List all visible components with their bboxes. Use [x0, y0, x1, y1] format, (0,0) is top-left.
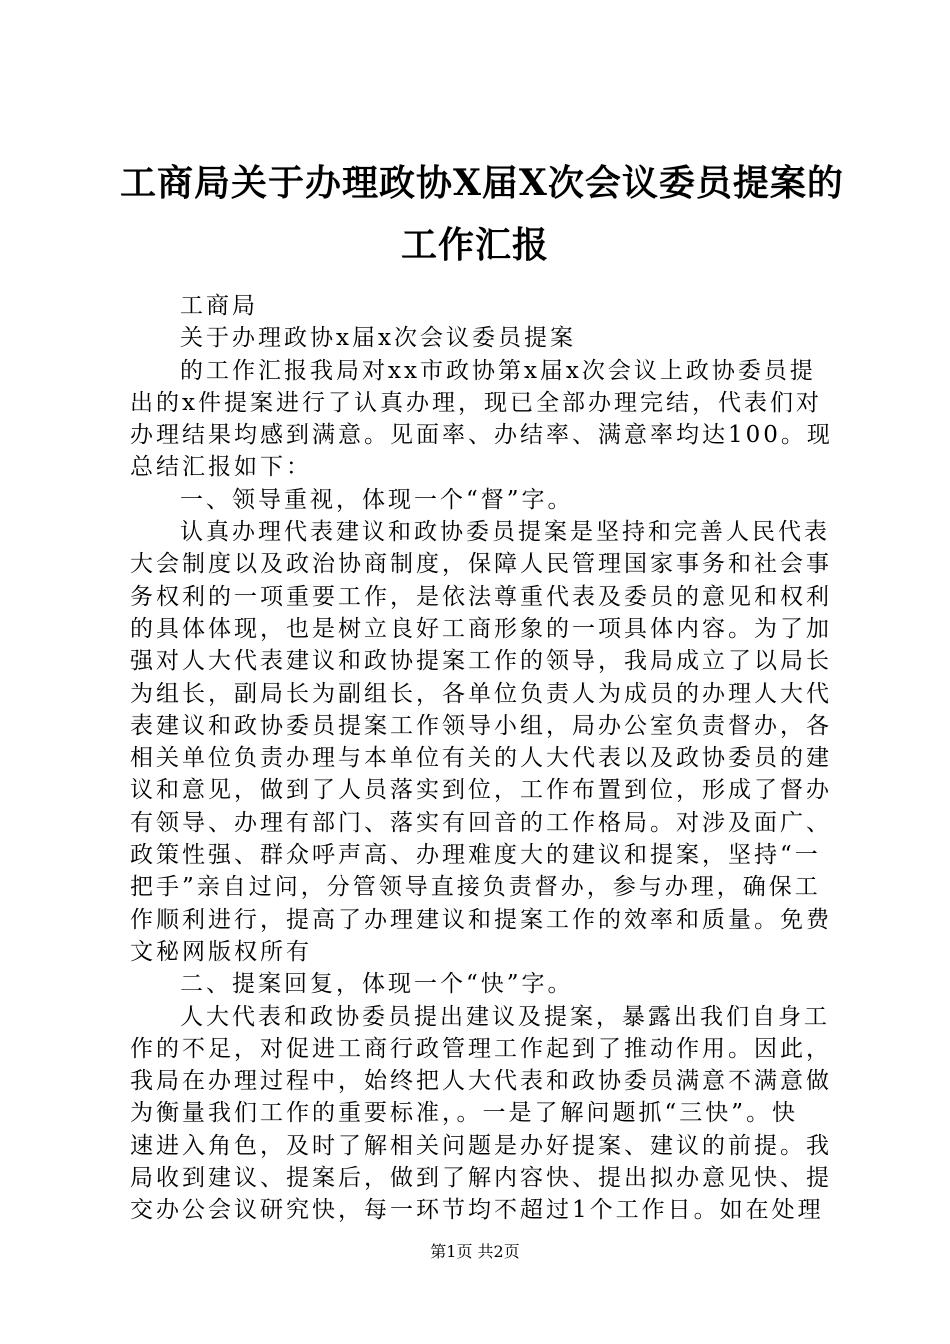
body-text-line: 一、领导重视，体现一个“督”字。 — [180, 486, 574, 513]
body-text-line: 文秘网版权所有 — [130, 938, 312, 965]
body-text-line: 关于办理政协x届x次会议委员提案 — [180, 325, 576, 352]
body-text-line: 局收到建议、提案后，做到了解内容快、提出拟办意见快、提 — [130, 1165, 832, 1192]
body-text-line: 我局在办理过程中，始终把人大代表和政协委员满意不满意做 — [130, 1068, 832, 1095]
body-text-line: 为衡量我们工作的重要标准，。一是了解问题抓“三快”。快 — [130, 1100, 799, 1127]
body-text-line: 人大代表和政协委员提出建议及提案，暴露出我们自身工 — [180, 1003, 830, 1030]
body-text-line: 工商局 — [180, 293, 258, 319]
document-title-line-1: 工商局关于办理政协X届X次会议委员提案的 — [120, 162, 844, 204]
body-text-line: 的具体体现，也是树立良好工商形象的一项具体内容。为了加 — [130, 615, 832, 642]
body-text-line: 强对人大代表建议和政协提案工作的领导，我局成立了以局长 — [130, 648, 832, 675]
body-text-line: 务权利的一项重要工作，是依法尊重代表及委员的意见和权利 — [130, 583, 832, 610]
body-text-line: 为组长，副局长为副组长，各单位负责人为成员的办理人大代 — [130, 680, 832, 707]
body-text-line: 作的不足，对促进工商行政管理工作起到了推动作用。因此， — [130, 1035, 832, 1062]
body-text-line: 的工作汇报我局对xx市政协第x届x次会议上政协委员提 — [180, 357, 816, 384]
body-text-line: 把手”亲自过问，分管领导直接负责督办，参与办理，确保工 — [130, 874, 821, 901]
body-text-line: 办理结果均感到满意。见面率、办结率、满意率均达100。现 — [130, 422, 833, 449]
body-text-line: 大会制度以及政治协商制度，保障人民管理国家事务和社会事 — [130, 551, 832, 578]
body-text-line: 交办公会议研究快，每一环节均不超过1个工作日。如在处理 — [130, 1197, 824, 1224]
body-text-line: 认真办理代表建议和政协委员提案是坚持和完善人民代表 — [180, 519, 830, 546]
body-text-line: 出的x件提案进行了认真办理，现已全部办理完结，代表们对 — [130, 389, 822, 416]
body-text-line: 政策性强、群众呼声高、办理难度大的建议和提案，坚持“一 — [130, 842, 821, 869]
page-number-footer: 第1页 共2页 — [430, 1242, 520, 1261]
body-text-line: 表建议和政协委员提案工作领导小组，局办公室负责督办，各 — [130, 712, 832, 739]
body-text-line: 总结汇报如下： — [130, 454, 312, 481]
body-text-line: 议和意见，做到了人员落实到位，工作布置到位，形成了督办 — [130, 777, 832, 804]
body-text-line: 作顺利进行，提高了办理建议和提案工作的效率和质量。免费 — [130, 906, 832, 933]
body-text-line: 二、提案回复，体现一个“快”字。 — [180, 971, 574, 998]
body-text-line: 相关单位负责办理与本单位有关的人大代表以及政协委员的建 — [130, 745, 832, 772]
document-title-line-2: 工作汇报 — [400, 224, 549, 266]
body-text-line: 有领导、办理有部门、落实有回音的工作格局。对涉及面广、 — [130, 809, 832, 836]
document-body — [130, 290, 835, 1227]
body-text-line: 速进入角色，及时了解相关问题是办好提案、建议的前提。我 — [130, 1132, 832, 1159]
